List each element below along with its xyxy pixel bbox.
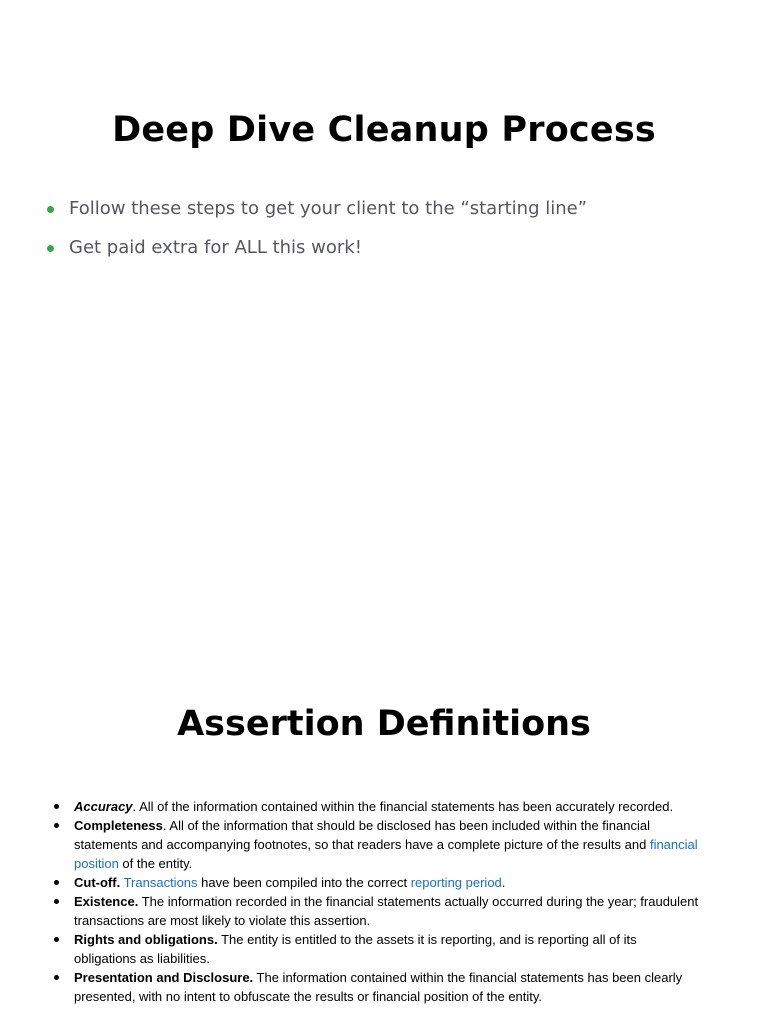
green-bullet-icon (47, 206, 54, 213)
definition-term: Rights and obligations. (74, 932, 218, 947)
bullet-icon (54, 880, 59, 885)
definition-text-mid: have been compiled into the correct (197, 875, 411, 890)
definition-term: Presentation and Disclosure. (74, 970, 254, 985)
definition-text: The information recorded in the financial statements actually occurred during the year; fraudulent transactions are most likely to violate this assertion. (74, 894, 699, 928)
definition-item-rights-obligations (52, 930, 702, 968)
slide-title-assertion-definitions: Assertion Definitions (177, 704, 591, 744)
slide1-bullet-text: Follow these steps to get your client to the “starting line” (69, 198, 588, 219)
slide1-bullet-item (46, 196, 587, 222)
definition-term-punct: . (162, 818, 167, 833)
definition-item-cutoff (52, 873, 702, 892)
transactions-link[interactable]: Transactions (123, 875, 198, 890)
bullet-icon (54, 937, 59, 942)
definition-term: Cut-off. (74, 875, 121, 890)
bullet-icon (54, 823, 59, 828)
green-bullet-icon (47, 245, 54, 252)
bullet-icon (54, 899, 59, 904)
slide1-bullet-text: Get paid extra for ALL this work! (69, 237, 362, 258)
definition-text-after: . (501, 875, 506, 890)
definition-item-presentation-disclosure (52, 968, 702, 1006)
definition-term: Accuracy (74, 799, 133, 814)
slide1-bullet-item (46, 235, 587, 261)
financial-position-link[interactable]: financial position (74, 837, 698, 871)
definition-term-punct: . (132, 799, 137, 814)
definition-text: The entity is entitled to the assets it is reporting, and is reporting all of its obligations as liabilities. (74, 932, 637, 966)
definition-term: Existence. (74, 894, 139, 909)
assertion-definition-list (52, 797, 702, 1006)
bullet-icon (54, 804, 59, 809)
slide1-bullet-list (46, 196, 587, 274)
bullet-icon (54, 975, 59, 980)
definition-item-accuracy (52, 797, 702, 816)
definition-text: The information contained within the financial statements has been clearly presented, with no intent to obfuscate the results or financial position of the entity. (74, 970, 683, 1004)
definition-text: All of the information that should be disclosed has been included within the financial statements and accompanying footnotes, so that readers have a complete picture of the results and (74, 818, 650, 852)
definition-item-existence (52, 892, 702, 930)
reporting-period-link[interactable]: reporting period (410, 875, 502, 890)
definition-text-after: of the entity. (118, 856, 193, 871)
definition-text: All of the information contained within the financial statements has been accurately recorded. (136, 799, 674, 814)
definition-item-completeness (52, 816, 702, 873)
slide-title-deep-dive: Deep Dive Cleanup Process (112, 110, 656, 150)
definition-term: Completeness (74, 818, 163, 833)
